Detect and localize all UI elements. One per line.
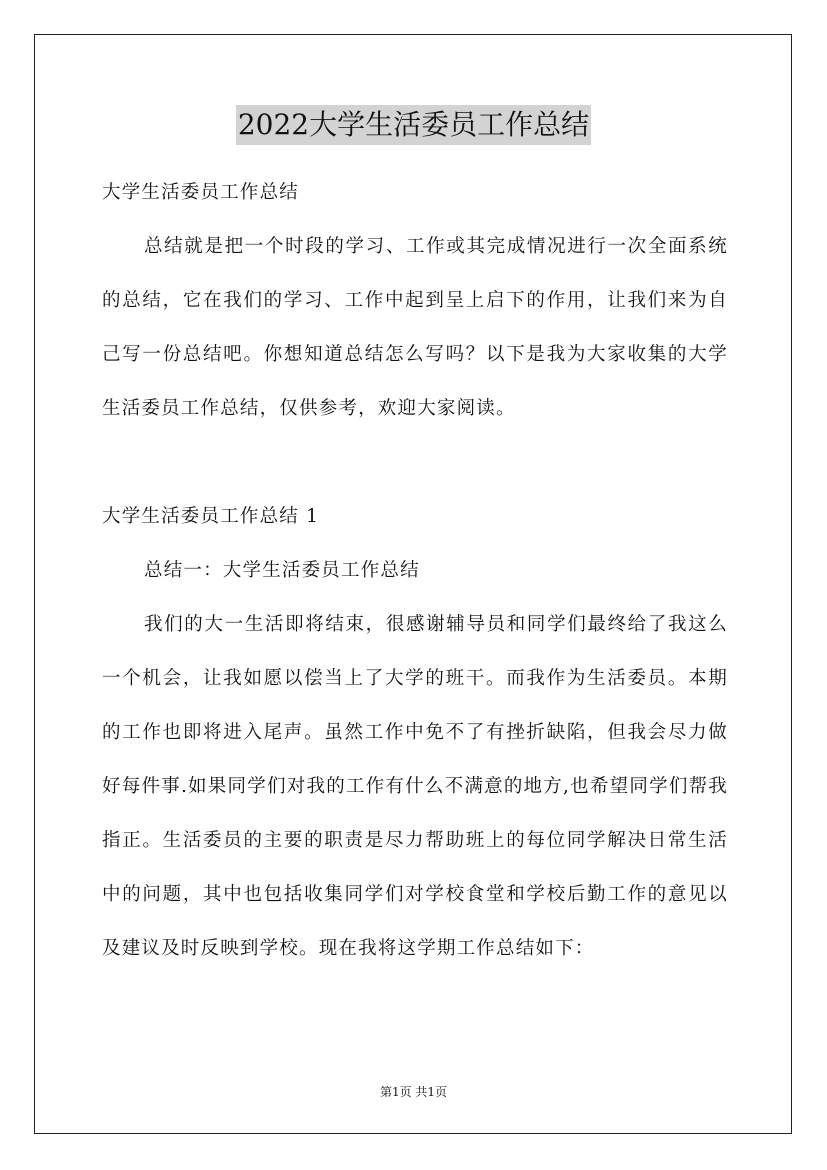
section-heading: 大学生活委员工作总结 1 [102, 506, 320, 527]
intro-paragraph: 总结就是把一个时段的学习、工作或其完成情况进行一次全面系统的总结，它在我们的学习、工作中起到呈上启下的作用，让我们来为自己写一份总结吧。你想知道总结怎么写吗？以下是我为大家收集的大学生活委员工作总结，仅供参考，欢迎大家阅读。 [102, 236, 728, 419]
section-subheading: 总结一：大学生活委员工作总结 [144, 560, 420, 581]
document-title-text: 2022大学生活委员工作总结 [236, 105, 591, 145]
page-footer: 第1页 共1页 [379, 1085, 448, 1099]
body-paragraph: 我们的大一生活即将结束，很感谢辅导员和同学们最终给了我这么一个机会，让我如愿以偿当上了大学的班干。而我作为生活委员。本期的工作也即将进入尾声。虽然工作中免不了有挫折缺陷，但我会尽力做好每件事.如果同学们对我的工作有什么不满意的地方,也希望同学们帮我指正。生活委员的主要的职责是尽力帮助班上的每位同学解决日常生活中的问题，其中也包括收集同学们对学校食堂和学校后勤工作的意见以及建议及时反映到学校。现在我将这学期工作总结如下： [102, 614, 728, 959]
document-title [0, 104, 827, 145]
document-subtitle: 大学生活委员工作总结 [102, 182, 300, 203]
